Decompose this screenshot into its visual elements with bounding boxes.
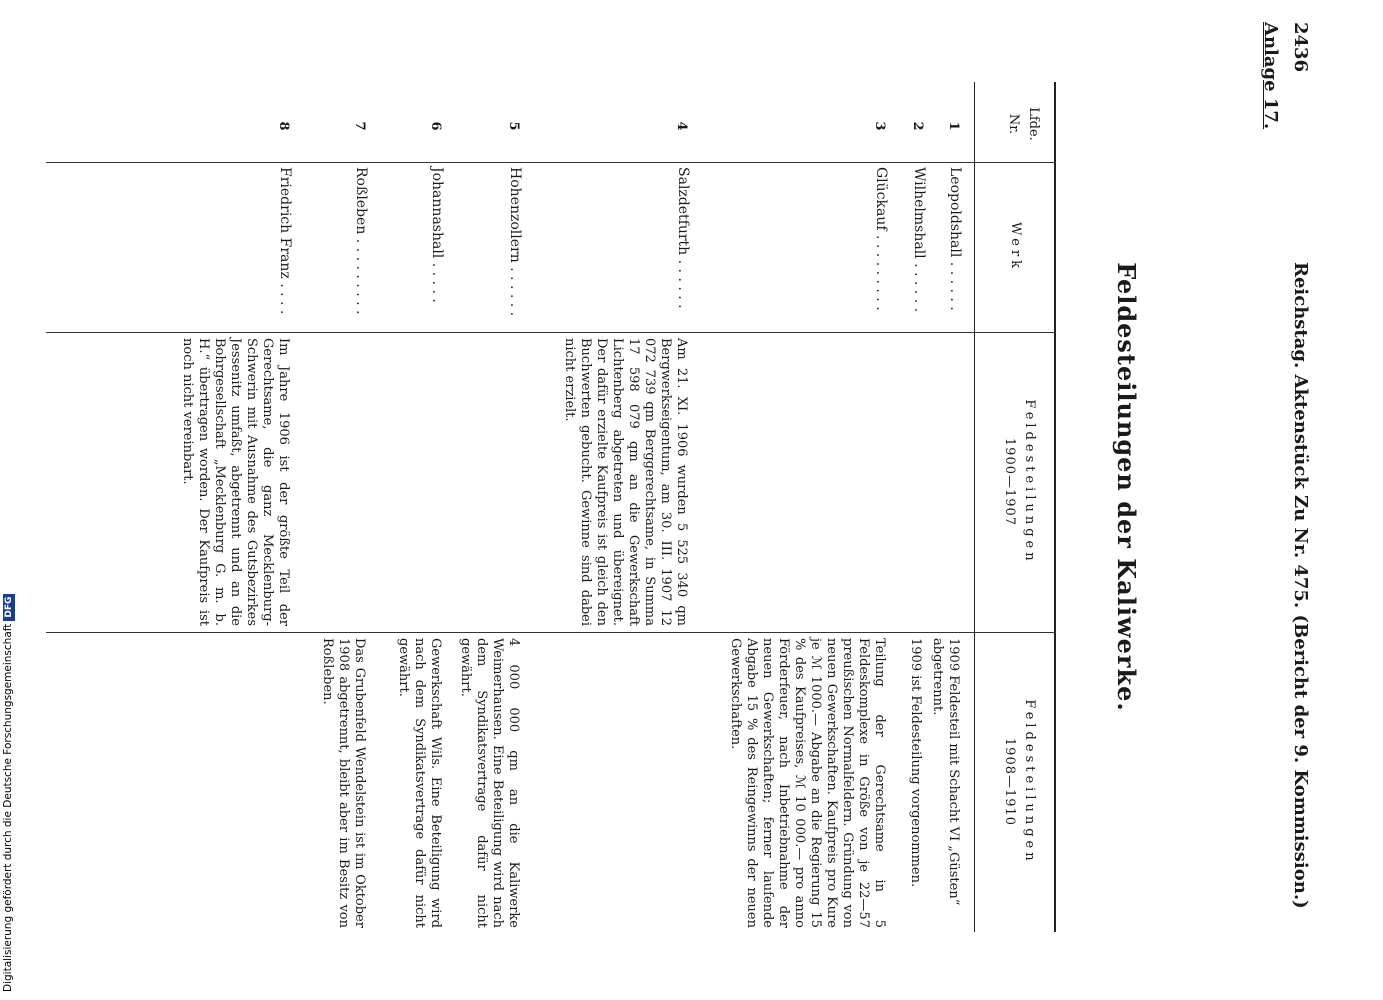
- column-divider-1: [46, 162, 1056, 163]
- row-nr: 1: [946, 121, 961, 131]
- row-teil2: Das Grubenfeld Wendelstein ist im Oktober 1908 abgetrennt, bleibt aber im Besitz von Roßleben.: [320, 638, 367, 928]
- digitization-credit-strip: [0, 0, 20, 1000]
- document-page: [27, 12, 1311, 962]
- col-header-teil1-years: 1900—1907: [1002, 437, 1017, 527]
- row-teil1: Im Jahre 1906 ist der größte Teil der Gerechtsame, die ganz Mecklenburg-Schwerin mit Ausnahme des Gutsbezirkes Jessenitz umfaßt, abgetrennt und an die Bohrgesellschaft „Mecklenburg G. m. b. H.“ übertragen worden. Der Kaufpreis ist noch nicht vereinbart.: [180, 338, 291, 626]
- col-header-teil2-years: 1908—1910: [1002, 737, 1017, 827]
- col-header-werk: Werk: [1008, 221, 1023, 273]
- row-nr: 8: [276, 121, 291, 131]
- credit-text: Digitalisierung gefördert durch die Deutsche Forschungsgemeinschaft: [2, 623, 14, 992]
- col-header-teil1-label: Feldesteilungen: [1022, 399, 1037, 565]
- table-top-rule: [1054, 82, 1056, 932]
- page-number: 2436: [1290, 22, 1311, 73]
- col-header-teil2-label: Feldesteilungen: [1022, 699, 1037, 865]
- row-nr: 4: [674, 121, 689, 131]
- running-title: Reichstag. Aktenstück Zu Nr. 475. (Bericht der 9. Kommission.): [1290, 262, 1311, 909]
- row-teil2: 4 000 000 qm an die Kaliwerke Weimerhausen. Eine Beteiligung wird nach dem Syndikatsvertrage dafür nicht gewährt.: [458, 638, 521, 928]
- row-teil1: Am 21. XI. 1906 wurden 5 525 340 qm Bergwerkseigentum, am 30. III. 1907 12 072 739 qm Berggerechtsame, in Summa 17 598 079 qm an die Gewerkschaft Lichtenberg abgetreten und übereignet. Der dafür erzielte Kaufpreis ist gleich den Buchwerten gebucht. Gewinne sind dabei nicht erzielt.: [562, 338, 689, 626]
- dfg-logo: DFG: [3, 594, 15, 621]
- main-title: Feldesteilungen der Kaliwerke.: [1112, 262, 1141, 712]
- header-bottom-rule: [974, 82, 975, 932]
- row-werk: Roßleben . . . . . . . . .: [353, 167, 369, 315]
- row-teil2: Gewerkschaft Wils. Eine Beteiligung wird nach dem Syndikatsvertrage dafür nicht gewährt.: [396, 638, 443, 928]
- row-nr: 5: [506, 121, 521, 131]
- col-header-teil1: [999, 332, 1039, 632]
- row-werk: Hohenzollern . . . . . .: [507, 167, 523, 317]
- row-teil2: Teilung der Gerechtsame in 5 Feldeskomplexe in Größe von je 22—57 preußischen Normalfeldern. Gründung von neuen Gewerkschaften. Kaufpreis pro Kure je ℳ 1000.— Abgabe an die Regierung 15 % des Kaufpreises, ℳ 10 000.— pro anno Förderfeuer, nach Inbetriebnahme der neuen Gewerkschaften; ferner laufende Abgabe 15 % des Reingewinns der neuen Gewerkschaften.: [728, 638, 887, 928]
- row-nr: 2: [910, 121, 925, 131]
- row-werk: Friedrich Franz . . . .: [277, 167, 293, 315]
- row-nr: 6: [428, 121, 443, 131]
- row-werk: Salzdetfurth . . . . . .: [675, 167, 691, 309]
- row-werk: Glückauf . . . . . . . . .: [873, 167, 889, 311]
- row-teil2: 1909 Feldesteil mit Schacht VI „Güsten“ abgetrennt.: [930, 638, 961, 906]
- row-werk: Leopoldshall . . . . . .: [947, 167, 963, 311]
- row-nr: 3: [872, 121, 887, 131]
- column-divider-2: [46, 332, 1056, 333]
- row-teil2: 1909 ist Feldesteilung vorgenommen.: [908, 638, 923, 888]
- row-werk: Johannashall . . . . .: [429, 167, 445, 303]
- row-werk: Wilhelmshall . . . . . .: [911, 167, 927, 313]
- col-header-nr: Lfde. Nr.: [1006, 107, 1041, 141]
- annex-label: Anlage 17.: [1260, 22, 1281, 130]
- column-divider-3: [46, 632, 1056, 633]
- row-nr: 7: [352, 121, 367, 131]
- digitization-credit: [2, 594, 15, 992]
- col-header-teil2: [999, 632, 1039, 932]
